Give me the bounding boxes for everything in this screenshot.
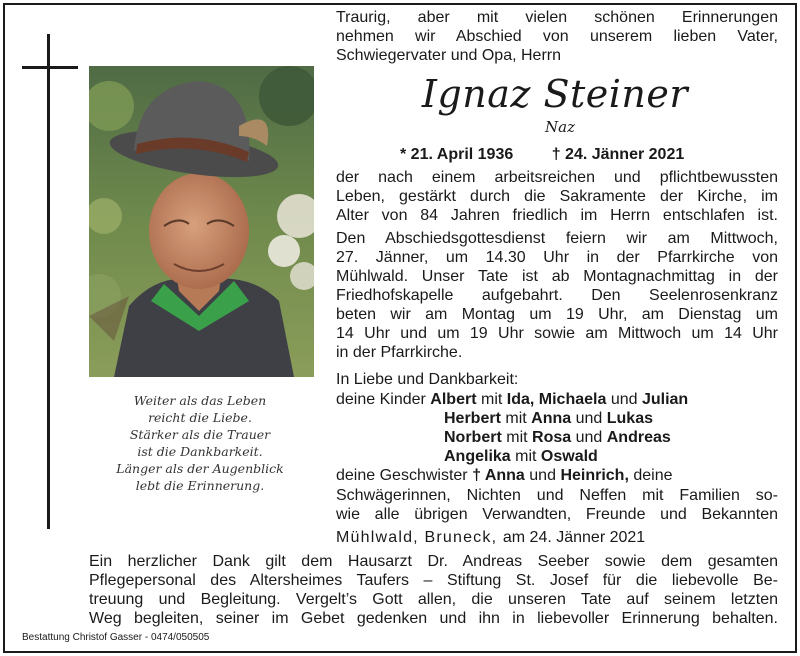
child-partner2: Lukas — [606, 410, 653, 427]
deceased-nickname: Naz — [545, 118, 575, 136]
child-mit: mit — [505, 410, 527, 427]
child-und: und — [575, 410, 603, 427]
cross-icon-bar — [22, 66, 78, 69]
family-heading: In Liebe und Dankbarkeit: — [336, 371, 519, 388]
intro-line: nehmen wir Abschied von unserem lieben Vater, — [336, 28, 778, 45]
portrait-photo — [89, 66, 314, 377]
service-line: in der Pfarrkirche. — [336, 344, 463, 361]
siblings-row — [336, 467, 673, 485]
life-dates — [400, 146, 710, 164]
children-row-2 — [444, 410, 653, 428]
child-name: Albert — [430, 391, 477, 408]
service-line: beten wir am Montag um 19 Uhr, am Dienstag um — [336, 306, 778, 323]
thanks-line: Weg begleiten, seiner im Gebet gedenken und ihn in liebevoller Erinnerung behalten. — [89, 610, 778, 627]
poem-line: Weiter als das Leben — [133, 393, 267, 408]
poem-line: lebt die Erinnerung. — [135, 478, 265, 493]
relatives-line: Schwägerinnen, Nichten und Neffen mit Familien so- — [336, 487, 778, 504]
intro-line: Traurig, aber mit vielen schönen Erinnerungen — [336, 9, 778, 26]
child-partner2: Julian — [641, 391, 689, 408]
children-prefix: deine Kinder — [336, 391, 426, 408]
sibling-name: Heinrich, — [560, 467, 629, 484]
thanks-line: Pflegepersonal des Altersheimes Taufers – Stiftung St. Josef für die liebevolle Be- — [89, 572, 778, 589]
children-row-3 — [444, 429, 671, 447]
relatives-line: wie alle übrigen Verwandten, Freunde und Bekannten — [336, 506, 778, 523]
sibling-name: † Anna — [472, 467, 525, 484]
child-und: und — [575, 429, 603, 446]
place: Mühlwald, Bruneck, — [336, 529, 498, 546]
poem — [100, 392, 300, 494]
poem-line: Länger als der Augenblick — [116, 461, 284, 476]
cross-icon — [47, 34, 50, 529]
notice-line: der nach einem arbeitsreichen und pflichtbewussten — [336, 169, 778, 186]
place-date — [336, 529, 645, 547]
child-mit: mit — [506, 429, 528, 446]
notice-line: Leben, gestärkt durch die Sakramente der Kirche, im — [336, 188, 778, 205]
poem-line: ist die Dankbarkeit. — [137, 444, 263, 459]
intro-line: Schwiegervater und Opa, Herrn — [336, 47, 561, 64]
poem-line: reicht die Liebe. — [148, 410, 252, 425]
siblings-suffix: deine — [633, 467, 673, 484]
child-partner: Ida, Michaela — [506, 391, 607, 408]
child-name: Norbert — [444, 429, 502, 446]
funeral-home-credit: Bestattung Christof Gasser - 0474/050505 — [22, 632, 210, 643]
child-name: Angelika — [444, 448, 511, 465]
children-row-1 — [336, 391, 688, 409]
siblings-und: und — [529, 467, 556, 484]
child-partner: Rosa — [532, 429, 572, 446]
date: am 24. Jänner 2021 — [502, 529, 646, 546]
notice-line: Alter von 84 Jahren friedlich im Herrn entschlafen ist. — [336, 207, 778, 224]
child-partner2: Andreas — [606, 429, 671, 446]
service-line: Friedhofskapelle aufgebahrt. Den Seelenrosenkranz — [336, 287, 778, 304]
siblings-prefix: deine Geschwister — [336, 467, 468, 484]
child-mit: mit — [480, 391, 503, 408]
service-line: 27. Jänner, um 14.30 Uhr in der Pfarrkirche von — [336, 249, 778, 266]
service-line: Mühlwald. Unser Tate ist ab Montagnachmittag in der — [336, 268, 778, 285]
service-line: Den Abschiedsgottesdienst feiern wir am Mittwoch, — [336, 230, 778, 247]
poem-line: Stärker als die Trauer — [129, 427, 271, 442]
child-partner: Oswald — [540, 448, 598, 465]
child-und: und — [610, 391, 638, 408]
service-line: 14 Uhr und um 19 Uhr sowie am Mittwoch um 14 Uhr — [336, 325, 778, 342]
death-date: † 24. Jänner 2021 — [551, 146, 685, 163]
deceased-name: Ignaz Steiner — [421, 72, 689, 116]
child-name: Herbert — [444, 410, 501, 427]
thanks-line: Ein herzlicher Dank gilt dem Hausarzt Dr. Andreas Seeber sowie dem gesamten — [89, 553, 778, 570]
child-mit: mit — [515, 448, 537, 465]
birth-date: * 21. April 1936 — [400, 146, 514, 163]
children-row-4 — [444, 448, 598, 466]
child-partner: Anna — [531, 410, 572, 427]
thanks-line: treuung und Begleitung. Vergelt’s Gott allen, die unseren Tate auf seinem letzten — [89, 591, 778, 608]
